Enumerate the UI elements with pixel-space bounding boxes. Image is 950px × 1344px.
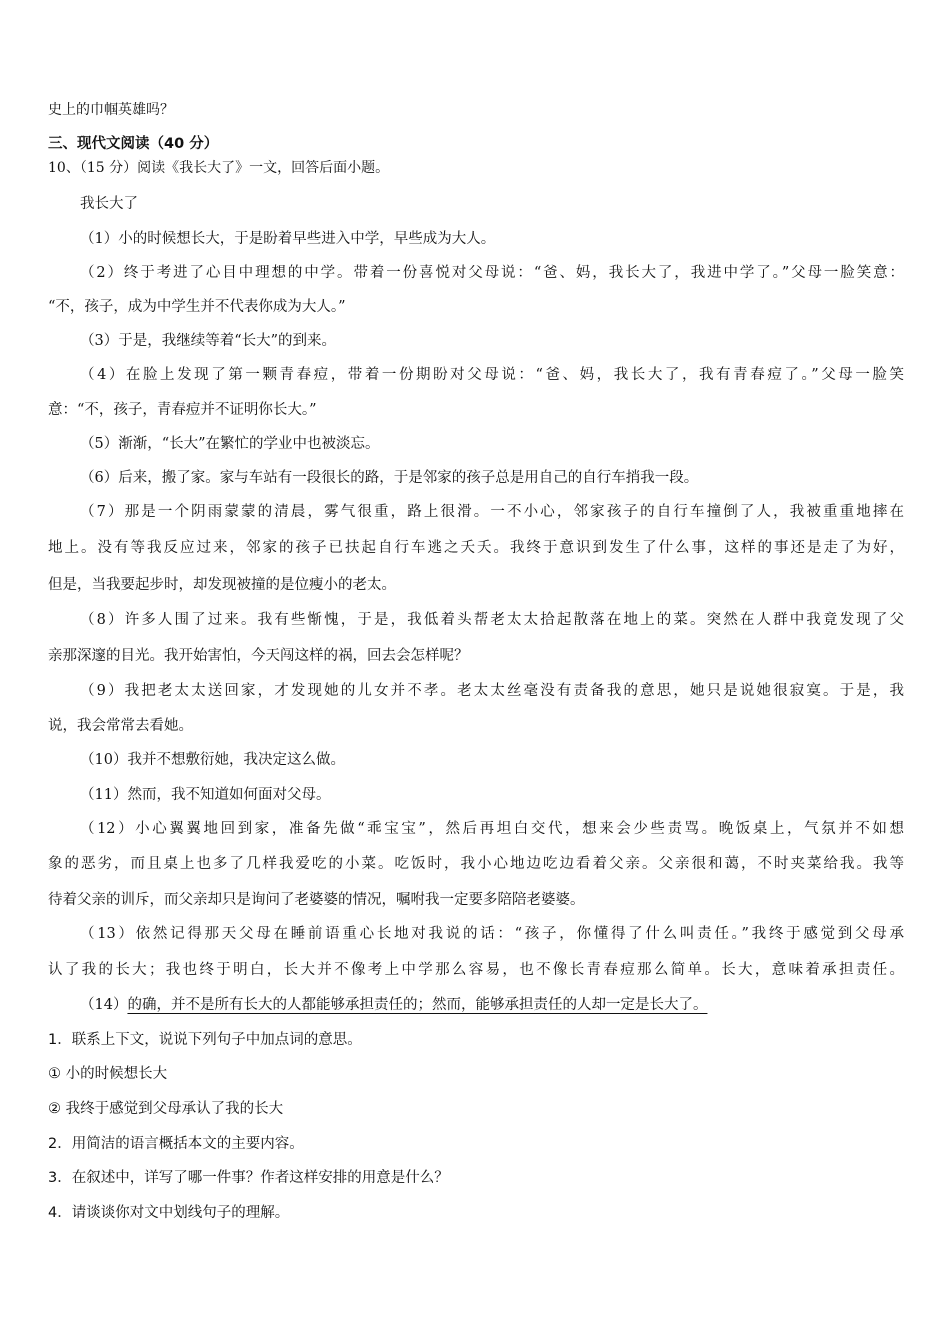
essay-line: 亲那深邃的目光。我开始害怕，今天闯这样的祸，回去会怎样呢？ bbox=[48, 648, 469, 664]
question-1-item-1: ① 小的时候想长大 bbox=[48, 1066, 168, 1082]
essay-line: （2）终于考进了心目中理想的中学。带着一份喜悦对父母说：“爸、妈，我长大了，我进中学了。”父母一脸笑意： bbox=[80, 265, 904, 281]
essay-line: （10）我并不想敷衍她，我决定这么做。 bbox=[80, 752, 345, 768]
essay-line: （11）然而，我不知道如何面对父母。 bbox=[80, 787, 331, 803]
question-2: 2．用简洁的语言概括本文的主要内容。 bbox=[48, 1136, 304, 1152]
paragraph-number: （14） bbox=[80, 997, 128, 1013]
essay-line: （12）小心翼翼地回到家，准备先做“乖宝宝”，然后再坦白交代，想来会少些责骂。晚饭桌上，气氛并不如想 bbox=[80, 821, 904, 837]
essay-line: 象的恶劣，而且桌上也多了几样我爱吃的小菜。吃饭时，我小心地边吃边看着父亲。父亲很和蔼，不时夹菜给我。我等 bbox=[48, 856, 904, 872]
essay-line: （8）许多人围了过来。我有些惭愧，于是，我低着头帮老太太拾起散落在地上的菜。突然在人群中我竟发现了父 bbox=[80, 612, 904, 628]
essay-line: 但是，当我要起步时，却发现被撞的是位瘦小的老太。 bbox=[48, 577, 396, 593]
essay-line: （6）后来，搬了家。家与车站有一段很长的路，于是邻家的孩子总是用自己的自行车捎我一段。 bbox=[80, 470, 699, 486]
essay-line: 说，我会常常去看她。 bbox=[48, 718, 193, 734]
essay-line: 意：“不，孩子，青春痘并不证明你长大。” bbox=[48, 402, 317, 418]
essay-line: （9）我把老太太送回家，才发现她的儿女并不孝。老太太丝毫没有责备我的意思，她只是说她很寂寞。于是，我 bbox=[80, 683, 904, 699]
essay-title: 我长大了 bbox=[80, 196, 138, 212]
previous-question-fragment: 史上的巾帼英雄吗？ bbox=[48, 102, 174, 118]
essay-line: （4）在脸上发现了第一颗青春痘，带着一份期盼对父母说：“爸、妈，我长大了，我有青春痘了。”父母一脸笑 bbox=[80, 367, 904, 383]
question-1-item-2: ② 我终于感觉到父母承认了我的长大 bbox=[48, 1101, 284, 1117]
essay-paragraph-14 bbox=[80, 995, 707, 1015]
question-4: 4．请谈谈你对文中划线句子的理解。 bbox=[48, 1205, 290, 1221]
essay-line: 认了我的长大；我也终于明白，长大并不像考上中学那么容易，也不像长青春痘那么简单。长大，意味着承担责任。 bbox=[48, 962, 904, 978]
question-1: 1．联系上下文，说说下列句子中加点词的意思。 bbox=[48, 1032, 362, 1048]
essay-line: （5）渐渐，“长大”在繁忙的学业中也被淡忘。 bbox=[80, 436, 380, 452]
underlined-sentence: 的确，并不是所有长大的人都能够承担责任的；然而，能够承担责任的人却一定是长大了。 bbox=[127, 997, 708, 1013]
essay-line: 地上。没有等我反应过来，邻家的孩子已扶起自行车逃之夭夭。我终于意识到发生了什么事，这样的事还是走了为好， bbox=[48, 540, 904, 556]
essay-line: （7）那是一个阴雨蒙蒙的清晨，雾气很重，路上很滑。一不小心，邻家孩子的自行车撞倒了人，我被重重地摔在 bbox=[80, 504, 904, 520]
essay-line: “不，孩子，成为中学生并不代表你成为大人。” bbox=[48, 299, 346, 315]
section-heading: 三、现代文阅读（40 分） bbox=[48, 136, 219, 152]
question-intro: 10、（15 分）阅读《我长大了》一文，回答后面小题。 bbox=[48, 160, 390, 176]
essay-line: 待着父亲的训斥，而父亲却只是询问了老婆婆的情况，嘱咐我一定要多陪陪老婆婆。 bbox=[48, 892, 585, 908]
essay-line: （3）于是，我继续等着“长大”的到来。 bbox=[80, 333, 337, 349]
question-3: 3．在叙述中，详写了哪一件事？作者这样安排的用意是什么？ bbox=[48, 1170, 449, 1186]
essay-line: （1）小的时候想长大，于是盼着早些进入中学，早些成为大人。 bbox=[80, 231, 496, 247]
essay-line: （13）依然记得那天父母在睡前语重心长地对我说的话：“孩子，你懂得了什么叫责任。”我终于感觉到父母承 bbox=[80, 926, 904, 942]
